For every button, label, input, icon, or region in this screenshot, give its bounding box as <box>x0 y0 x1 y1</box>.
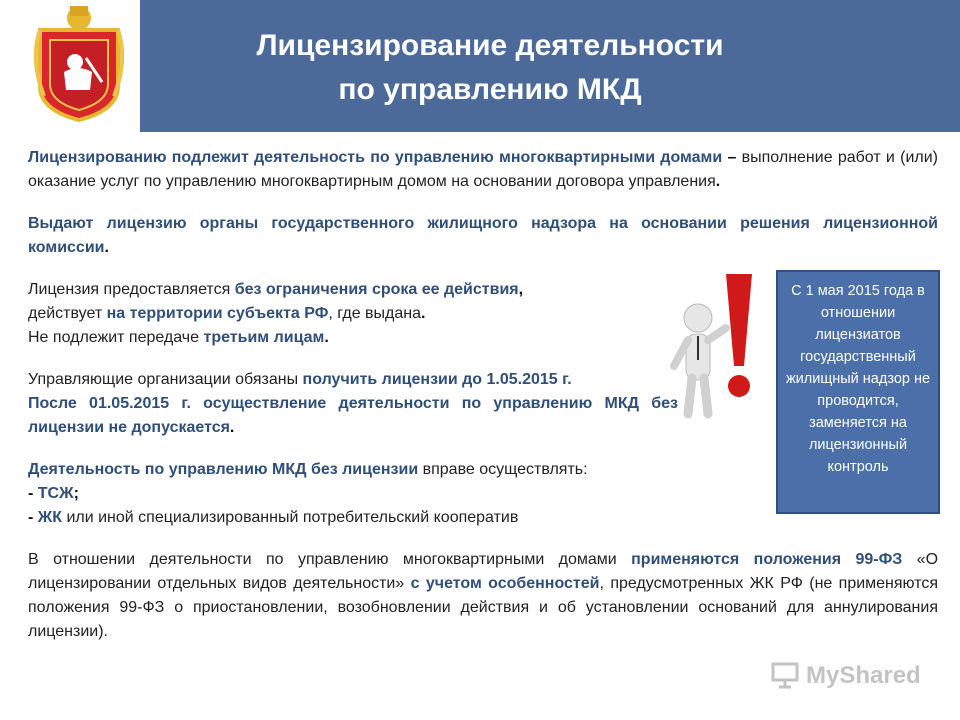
list-marker: - <box>28 509 38 526</box>
presentation-icon <box>770 660 800 690</box>
title-line-2: по управлению МКД <box>338 73 642 106</box>
paragraph-99fz <box>28 548 938 644</box>
text-bold: Выдают лицензию органы государственного жилищного надзора на основании решения лицензионной комиссии <box>28 215 938 256</box>
text-bold: После 01.05.2015 г. осуществление деятельности по управлению МКД без лицензии не допускается <box>28 395 678 436</box>
exclamation-figure-icon <box>668 270 772 420</box>
text-bold: с учетом особенностей <box>410 575 600 592</box>
text-bold: Деятельность по управлению МКД без лицензии <box>28 461 419 478</box>
paragraph-deadline <box>28 368 678 440</box>
text-bold: ЖК <box>37 509 63 526</box>
list-item-zhk <box>28 509 518 526</box>
text-plain: вправе осуществлять: <box>418 461 588 478</box>
paragraph-licensing-scope <box>28 146 938 194</box>
watermark <box>770 660 940 692</box>
page-title <box>140 24 840 112</box>
text-bold: Лицензированию подлежит деятельность по управлению многоквартирными домами <box>28 149 723 166</box>
text-bold: применяются положения 99-ФЗ <box>631 551 903 568</box>
text-period: . <box>715 173 721 190</box>
text-bold: без ограничения срока ее действия <box>234 281 519 298</box>
text-semicolon: ; <box>73 485 79 502</box>
text-plain: или иной специализированный потребительский кооператив <box>62 509 519 526</box>
text-plain: действует <box>28 305 107 322</box>
text-bold: ТСЖ <box>37 485 74 502</box>
text-plain: , где выдана <box>328 305 422 322</box>
text-period: . <box>229 419 235 436</box>
text-bold: на территории субъекта РФ <box>106 305 329 322</box>
text-bold: получить лицензии до 1.05.2015 г. <box>302 371 572 388</box>
text-period: . <box>421 305 426 322</box>
text-plain: Не подлежит передаче <box>28 329 204 346</box>
paragraph-issuer <box>28 212 938 260</box>
title-line-1: Лицензирование деятельности <box>256 29 724 62</box>
callout-text: С 1 мая 2015 года в отношении лицензиатов государственный жилищный надзор не проводится, заменяется на лицензионный контроль <box>785 283 931 475</box>
text-plain: выполнение работ и (или) оказание услуг по управлению многоквартирным домом на основании договора управления <box>28 149 938 190</box>
text-plain: В отношении деятельности по управлению многоквартирными домами <box>28 551 632 568</box>
text-plain: Управляющие организации обязаны <box>28 371 303 388</box>
text-period: . <box>104 239 109 256</box>
text-dash: – <box>722 149 742 166</box>
text-plain: Лицензия предоставляется <box>28 281 235 298</box>
text-comma: , <box>518 281 524 298</box>
list-marker: - <box>28 485 38 502</box>
list-item-tszh <box>28 485 79 502</box>
text-plain: «О лицензировании отдельных видов деятельности» <box>28 551 939 592</box>
callout-box <box>776 270 940 514</box>
text-bold: третьим лицам <box>203 329 325 346</box>
moscow-region-emblem-icon <box>30 0 128 122</box>
text-period: . <box>324 329 329 346</box>
watermark-text: MyShared <box>806 662 921 689</box>
paragraph-license-terms <box>28 278 678 350</box>
text-plain: , предусмотренных ЖК РФ (не применяются положения 99-ФЗ о приостановлении, возобновлении действия и об установлении оснований для аннулирования лицензии). <box>28 575 939 640</box>
